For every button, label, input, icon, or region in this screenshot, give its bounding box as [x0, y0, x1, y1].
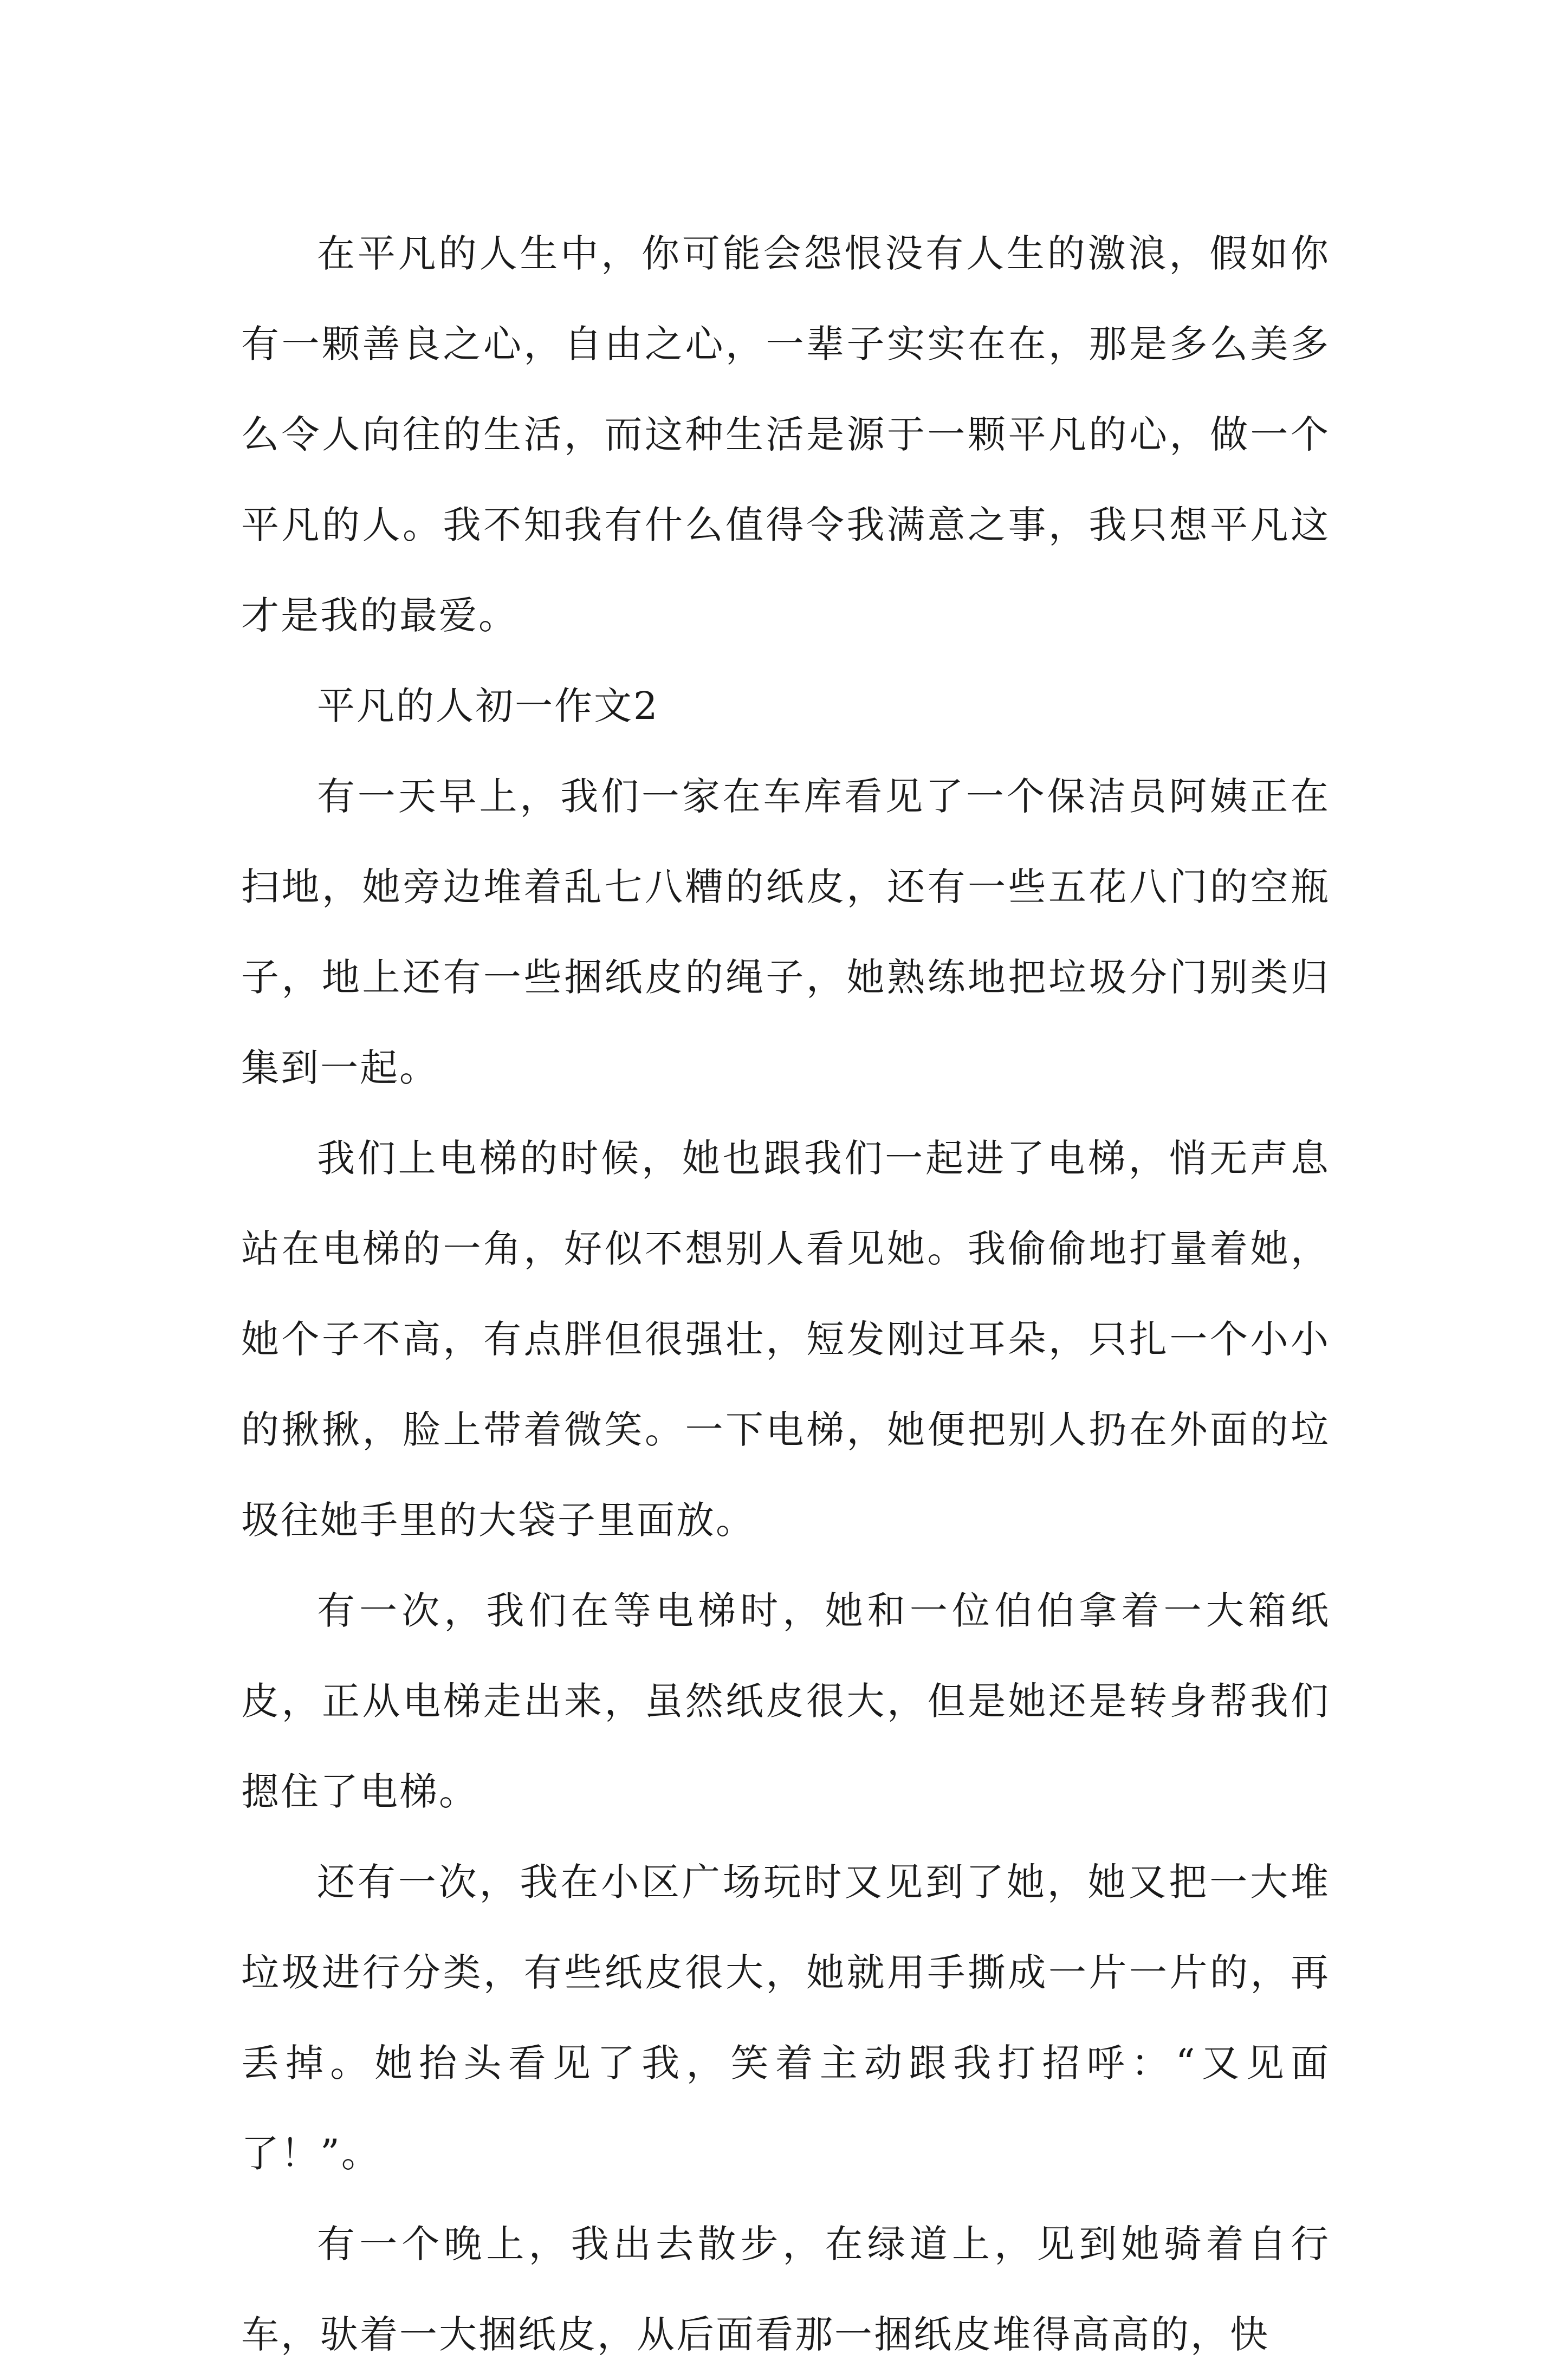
paragraph-4: 有一次，我们在等电梯时，她和一位伯伯拿着一大箱纸皮，正从电梯走出来，虽然纸皮很大，但是她还是转身帮我们摁住了电梯。: [241, 1588, 1330, 1814]
document-body: [241, 209, 1330, 2380]
paragraph-5: 还有一次，我在小区广场玩时又见到了她，她又把一大堆垃圾进行分类，有些纸皮很大，她就用手撕成一片一片的，再丢掉。她抬头看见了我，笑着主动跟我打招呼：“又见面了！”。: [241, 1860, 1330, 2176]
paragraph-1: 在平凡的人生中，你可能会怨恨没有人生的激浪，假如你有一颗善良之心，自由之心，一辈子实实在在，那是多么美多么令人向往的生活，而这种生活是源于一颗平凡的心，做一个平凡的人。我不知我有什么值得令我满意之事，我只想平凡这才是我的最爱。: [241, 231, 1330, 638]
paragraph-6: 有一个晚上，我出去散步，在绿道上，见到她骑着自行车，驮着一大捆纸皮，从后面看那一捆纸皮堆得高高的，快: [241, 2222, 1330, 2357]
paragraph-3: 我们上电梯的时候，她也跟我们一起进了电梯，悄无声息站在电梯的一角，好似不想别人看见她。我偷偷地打量着她，她个子不高，有点胖但很强壮，短发刚过耳朵，只扎一个小小的揪揪，脸上带着微笑。一下电梯，她便把别人扔在外面的垃圾往她手里的大袋子里面放。: [241, 1136, 1330, 1542]
paragraph-2: 有一天早上，我们一家在车库看见了一个保洁员阿姨正在扫地，她旁边堆着乱七八糟的纸皮，还有一些五花八门的空瓶子，地上还有一些捆纸皮的绳子，她熟练地把垃圾分门别类归集到一起。: [241, 774, 1330, 1090]
section-heading: 平凡的人初一作文2: [317, 684, 659, 728]
